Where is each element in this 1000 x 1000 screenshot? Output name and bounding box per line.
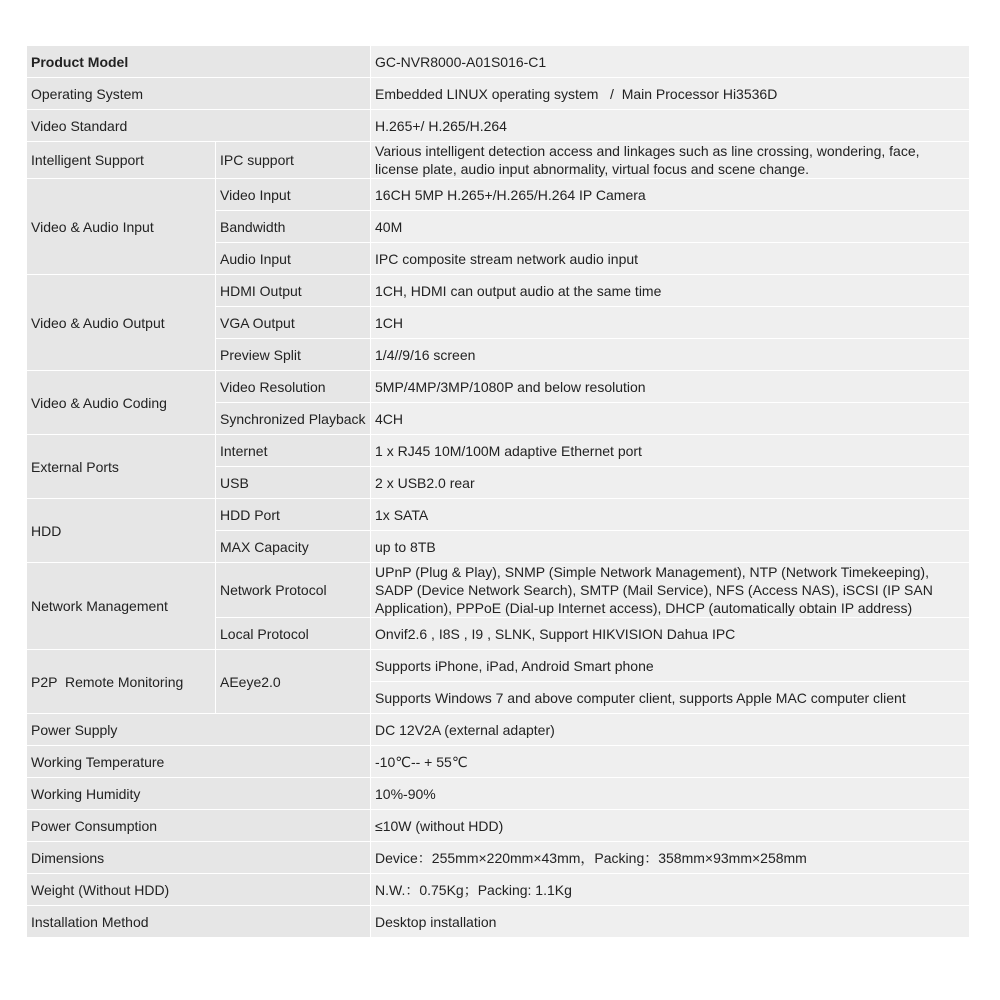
network-management-label: Network Management [27, 563, 216, 650]
table-row [27, 179, 970, 211]
power-consumption-value: ≤10W (without HDD) [371, 810, 970, 842]
table-row [27, 46, 970, 78]
power-consumption-label: Power Consumption [27, 810, 371, 842]
video-standard-label: Video Standard [27, 110, 371, 142]
weight-value: N.W.：0.75Kg；Packing: 1.1Kg [371, 874, 970, 906]
installation-method-label: Installation Method [27, 906, 371, 938]
working-humidity-label: Working Humidity [27, 778, 371, 810]
table-row [27, 563, 970, 618]
video-input-label: Video Input [216, 179, 371, 211]
installation-method-value: Desktop installation [371, 906, 970, 938]
table-row [27, 142, 970, 179]
product-model-value: GC-NVR8000-A01S016-C1 [371, 46, 970, 78]
dimensions-label: Dimensions [27, 842, 371, 874]
synchronized-playback-value: 4CH [371, 403, 970, 435]
internet-value: 1 x RJ45 10M/100M adaptive Ethernet port [371, 435, 970, 467]
hdd-port-value: 1x SATA [371, 499, 970, 531]
table-row [27, 906, 970, 938]
p2p-pc-value: Supports Windows 7 and above computer client, supports Apple MAC computer client [371, 682, 970, 714]
table-row [27, 499, 970, 531]
preview-split-value: 1/4//9/16 screen [371, 339, 970, 371]
hdd-label: HDD [27, 499, 216, 563]
video-audio-output-label: Video & Audio Output [27, 275, 216, 371]
internet-label: Internet [216, 435, 371, 467]
working-temperature-label: Working Temperature [27, 746, 371, 778]
video-resolution-label: Video Resolution [216, 371, 371, 403]
table-row [27, 275, 970, 307]
video-audio-coding-label: Video & Audio Coding [27, 371, 216, 435]
network-protocol-label: Network Protocol [216, 563, 371, 618]
intelligent-support-label: Intelligent Support [27, 142, 216, 179]
working-humidity-value: 10%-90% [371, 778, 970, 810]
table-row [27, 78, 970, 110]
audio-input-label: Audio Input [216, 243, 371, 275]
max-capacity-value: up to 8TB [371, 531, 970, 563]
max-capacity-label: MAX Capacity [216, 531, 371, 563]
external-ports-label: External Ports [27, 435, 216, 499]
local-protocol-label: Local Protocol [216, 618, 371, 650]
dimensions-value: Device：255mm×220mm×43mm，Packing：358mm×93mm×258mm [371, 842, 970, 874]
synchronized-playback-label: Synchronized Playback [216, 403, 371, 435]
weight-label: Weight (Without HDD) [27, 874, 371, 906]
table-row [27, 435, 970, 467]
spec-table [26, 45, 970, 938]
video-resolution-value: 5MP/4MP/3MP/1080P and below resolution [371, 371, 970, 403]
hdmi-output-label: HDMI Output [216, 275, 371, 307]
usb-value: 2 x USB2.0 rear [371, 467, 970, 499]
table-row [27, 810, 970, 842]
table-row [27, 778, 970, 810]
working-temperature-value: -10℃-- + 55℃ [371, 746, 970, 778]
hdd-port-label: HDD Port [216, 499, 371, 531]
audio-input-value: IPC composite stream network audio input [371, 243, 970, 275]
power-supply-label: Power Supply [27, 714, 371, 746]
aeeye-label: AEeye2.0 [216, 650, 371, 714]
vga-output-label: VGA Output [216, 307, 371, 339]
table-row [27, 371, 970, 403]
operating-system-value: Embedded LINUX operating system / Main Processor Hi3536D [371, 78, 970, 110]
vga-output-value: 1CH [371, 307, 970, 339]
operating-system-label: Operating System [27, 78, 371, 110]
bandwidth-label: Bandwidth [216, 211, 371, 243]
video-audio-input-label: Video & Audio Input [27, 179, 216, 275]
ipc-support-label: IPC support [216, 142, 371, 179]
video-standard-value: H.265+/ H.265/H.264 [371, 110, 970, 142]
p2p-remote-monitoring-label: P2P Remote Monitoring [27, 650, 216, 714]
table-row [27, 842, 970, 874]
p2p-mobile-value: Supports iPhone, iPad, Android Smart phone [371, 650, 970, 682]
local-protocol-value: Onvif2.6 , I8S , I9 , SLNK, Support HIKVISION Dahua IPC [371, 618, 970, 650]
table-row [27, 110, 970, 142]
table-row [27, 714, 970, 746]
table-row [27, 746, 970, 778]
power-supply-value: DC 12V2A (external adapter) [371, 714, 970, 746]
hdmi-output-value: 1CH, HDMI can output audio at the same time [371, 275, 970, 307]
video-input-value: 16CH 5MP H.265+/H.265/H.264 IP Camera [371, 179, 970, 211]
usb-label: USB [216, 467, 371, 499]
network-protocol-value: UPnP (Plug & Play), SNMP (Simple Network Management), NTP (Network Timekeeping), SADP (Device Network Search), SMTP (Mail Service), NFS (Access NAS), iSCSI (IP SAN Application), PPPoE (Dial-up Internet access), DHCP (automatically obtain IP address) [371, 563, 970, 618]
preview-split-label: Preview Split [216, 339, 371, 371]
table-row [27, 874, 970, 906]
product-model-label: Product Model [27, 46, 371, 78]
bandwidth-value: 40M [371, 211, 970, 243]
ipc-support-value: Various intelligent detection access and linkages such as line crossing, wondering, face, license plate, audio input abnormality, virtual focus and scene change. [371, 142, 970, 179]
table-row [27, 650, 970, 682]
